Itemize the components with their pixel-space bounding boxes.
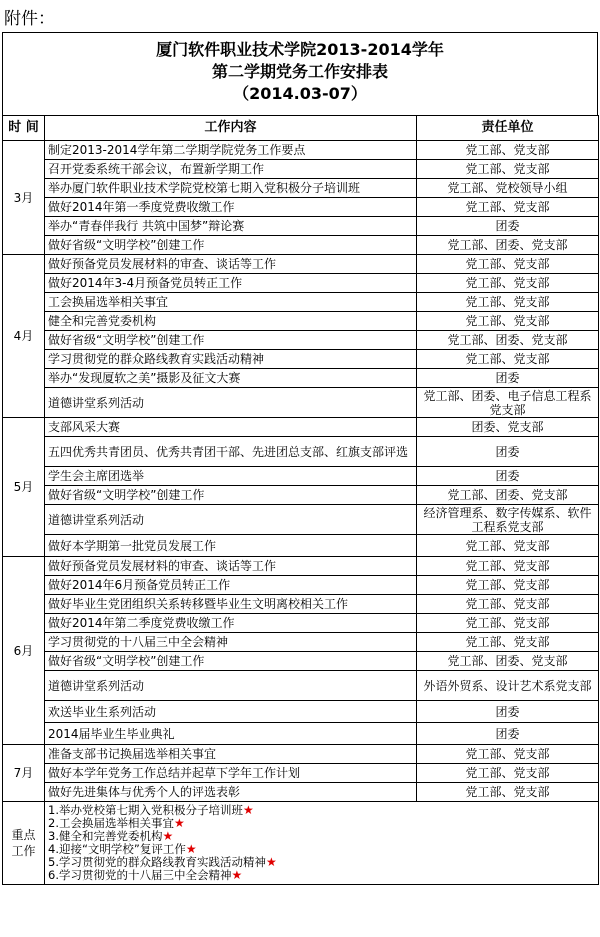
work-content-cell: 举办厦门软件职业技术学院党校第七期入党积极分子培训班 <box>45 179 417 198</box>
responsible-unit-cell: 党工部、团委、党支部 <box>417 236 599 255</box>
table-row <box>3 160 599 179</box>
table-row <box>3 418 599 437</box>
key-work-item-text: 6.学习贯彻党的十八届三中全会精神 <box>48 868 232 882</box>
responsible-unit-cell: 党工部、党校领导小组 <box>417 179 599 198</box>
responsible-unit-cell: 党工部、党支部 <box>417 293 599 312</box>
work-content-cell: 做好毕业生党团组织关系转移暨毕业生文明离校相关工作 <box>45 595 417 614</box>
header-time: 时 间 <box>3 116 45 141</box>
work-content-cell: 做好预备党员发展材料的审查、谈话等工作 <box>45 255 417 274</box>
work-content-cell: 召开党委系统干部会议，布置新学期工作 <box>45 160 417 179</box>
key-work-row <box>3 802 599 885</box>
table-row <box>3 217 599 236</box>
title-line-2: 第二学期党务工作安排表 <box>211 62 388 81</box>
work-content-cell: 做好2014年6月预备党员转正工作 <box>45 576 417 595</box>
responsible-unit-cell: 团委 <box>417 437 599 467</box>
month-cell: 4月 <box>3 255 45 418</box>
responsible-unit-cell: 党工部、党支部 <box>417 557 599 576</box>
responsible-unit-cell: 党工部、党支部 <box>417 274 599 293</box>
work-content-cell: 工会换届选举相关事宜 <box>45 293 417 312</box>
work-content-cell: 学习贯彻党的十八届三中全会精神 <box>45 633 417 652</box>
table-row <box>3 437 599 467</box>
red-star-icon: ★ <box>265 855 277 869</box>
header-work: 工作内容 <box>45 116 417 141</box>
table-row <box>3 745 599 764</box>
work-content-cell: 学生会主席团选举 <box>45 467 417 486</box>
table-row <box>3 723 599 745</box>
table-row <box>3 331 599 350</box>
table-row <box>3 274 599 293</box>
responsible-unit-cell: 党工部、党支部 <box>417 198 599 217</box>
responsible-unit-cell: 党工部、党支部 <box>417 576 599 595</box>
responsible-unit-cell: 外语外贸系、设计艺术系党支部 <box>417 671 599 701</box>
table-row <box>3 486 599 505</box>
work-content-cell: 制定2013-2014学年第二学期学院党务工作要点 <box>45 141 417 160</box>
responsible-unit-cell: 党工部、党支部 <box>417 764 599 783</box>
table-row <box>3 783 599 802</box>
title-line-1: 厦门软件职业技术学院2013-2014学年 <box>156 40 444 59</box>
table-row <box>3 255 599 274</box>
red-star-icon: ★ <box>231 868 243 882</box>
key-work-item-text: 5.学习贯彻党的群众路线教育实践活动精神 <box>48 855 266 869</box>
work-content-cell: 做好本学期第一批党员发展工作 <box>45 535 417 557</box>
responsible-unit-cell: 团委 <box>417 217 599 236</box>
table-row <box>3 505 599 535</box>
responsible-unit-cell: 经济管理系、数字传媒系、软件工程系党支部 <box>417 505 599 535</box>
schedule-table <box>2 115 599 885</box>
key-work-item <box>48 869 595 882</box>
work-content-cell: 做好省级“文明学校”创建工作 <box>45 331 417 350</box>
work-content-cell: 做好省级“文明学校”创建工作 <box>45 236 417 255</box>
table-row <box>3 293 599 312</box>
header-unit: 责任单位 <box>417 116 599 141</box>
work-content-cell: 做好本学年党务工作总结并起草下学年工作计划 <box>45 764 417 783</box>
responsible-unit-cell: 团委 <box>417 467 599 486</box>
table-row <box>3 312 599 331</box>
work-content-cell: 做好预备党员发展材料的审查、谈话等工作 <box>45 557 417 576</box>
responsible-unit-cell: 党工部、党支部 <box>417 255 599 274</box>
table-row <box>3 467 599 486</box>
work-content-cell: 道德讲堂系列活动 <box>45 505 417 535</box>
responsible-unit-cell: 党工部、团委、党支部 <box>417 486 599 505</box>
responsible-unit-cell: 党工部、党支部 <box>417 312 599 331</box>
work-content-cell: 做好2014年第二季度党费收缴工作 <box>45 614 417 633</box>
responsible-unit-cell: 党工部、党支部 <box>417 783 599 802</box>
work-content-cell: 做好2014年3-4月预备党员转正工作 <box>45 274 417 293</box>
table-row <box>3 701 599 723</box>
work-content-cell: 五四优秀共青团员、优秀共青团干部、先进团总支部、红旗支部评选 <box>45 437 417 467</box>
responsible-unit-cell: 党工部、党支部 <box>417 141 599 160</box>
red-star-icon: ★ <box>162 829 174 843</box>
table-row <box>3 652 599 671</box>
responsible-unit-cell: 团委 <box>417 723 599 745</box>
work-content-cell: 做好2014年第一季度党费收缴工作 <box>45 198 417 217</box>
responsible-unit-cell: 党工部、党支部 <box>417 633 599 652</box>
title-line-3: （2014.03-07） <box>233 84 367 103</box>
document-title <box>2 32 598 115</box>
attachment-label: 附件： <box>4 9 55 29</box>
red-star-icon: ★ <box>185 842 197 856</box>
responsible-unit-cell: 党工部、团委、党支部 <box>417 331 599 350</box>
table-row <box>3 388 599 418</box>
table-row <box>3 557 599 576</box>
work-content-cell: 举办“发现厦软之美”摄影及征文大赛 <box>45 369 417 388</box>
work-content-cell: 2014届毕业生毕业典礼 <box>45 723 417 745</box>
key-work-label: 重点工作 <box>3 802 45 885</box>
table-row <box>3 671 599 701</box>
responsible-unit-cell: 党工部、团委、党支部 <box>417 652 599 671</box>
table-row <box>3 633 599 652</box>
responsible-unit-cell: 团委 <box>417 369 599 388</box>
work-content-cell: 道德讲堂系列活动 <box>45 388 417 418</box>
work-content-cell: 健全和完善党委机构 <box>45 312 417 331</box>
month-cell: 3月 <box>3 141 45 255</box>
schedule-body <box>3 141 599 885</box>
key-work-item-text: 3.健全和完善党委机构 <box>48 829 163 843</box>
work-content-cell: 做好省级“文明学校”创建工作 <box>45 652 417 671</box>
table-row <box>3 198 599 217</box>
table-row <box>3 614 599 633</box>
work-content-cell: 欢送毕业生系列活动 <box>45 701 417 723</box>
table-row <box>3 369 599 388</box>
header-row <box>3 116 599 141</box>
work-content-cell: 准备支部书记换届选举相关事宜 <box>45 745 417 764</box>
red-star-icon: ★ <box>242 803 254 817</box>
responsible-unit-cell: 党工部、党支部 <box>417 595 599 614</box>
work-content-cell: 做好省级“文明学校”创建工作 <box>45 486 417 505</box>
table-row <box>3 595 599 614</box>
key-work-list <box>45 802 599 885</box>
key-work-item-text: 1.举办党校第七期入党积极分子培训班 <box>48 803 243 817</box>
responsible-unit-cell: 团委 <box>417 701 599 723</box>
work-content-cell: 道德讲堂系列活动 <box>45 671 417 701</box>
table-row <box>3 535 599 557</box>
work-content-cell: 举办“青春伴我行 共筑中国梦”辩论赛 <box>45 217 417 236</box>
table-row <box>3 764 599 783</box>
responsible-unit-cell: 党工部、党支部 <box>417 745 599 764</box>
responsible-unit-cell: 党工部、党支部 <box>417 535 599 557</box>
key-work-item-text: 2.工会换届选举相关事宜 <box>48 816 174 830</box>
work-content-cell: 学习贯彻党的群众路线教育实践活动精神 <box>45 350 417 369</box>
responsible-unit-cell: 团委、党支部 <box>417 418 599 437</box>
table-row <box>3 236 599 255</box>
table-row <box>3 350 599 369</box>
work-content-cell: 做好先进集体与优秀个人的评选表彰 <box>45 783 417 802</box>
key-work-item-text: 4.迎接“文明学校”复评工作 <box>48 842 186 856</box>
table-row <box>3 179 599 198</box>
responsible-unit-cell: 党工部、党支部 <box>417 614 599 633</box>
responsible-unit-cell: 党工部、党支部 <box>417 160 599 179</box>
table-row <box>3 576 599 595</box>
work-content-cell: 支部风采大赛 <box>45 418 417 437</box>
month-cell: 5月 <box>3 418 45 557</box>
responsible-unit-cell: 党工部、团委、电子信息工程系党支部 <box>417 388 599 418</box>
month-cell: 6月 <box>3 557 45 745</box>
red-star-icon: ★ <box>173 816 185 830</box>
responsible-unit-cell: 党工部、党支部 <box>417 350 599 369</box>
month-cell: 7月 <box>3 745 45 802</box>
table-row <box>3 141 599 160</box>
